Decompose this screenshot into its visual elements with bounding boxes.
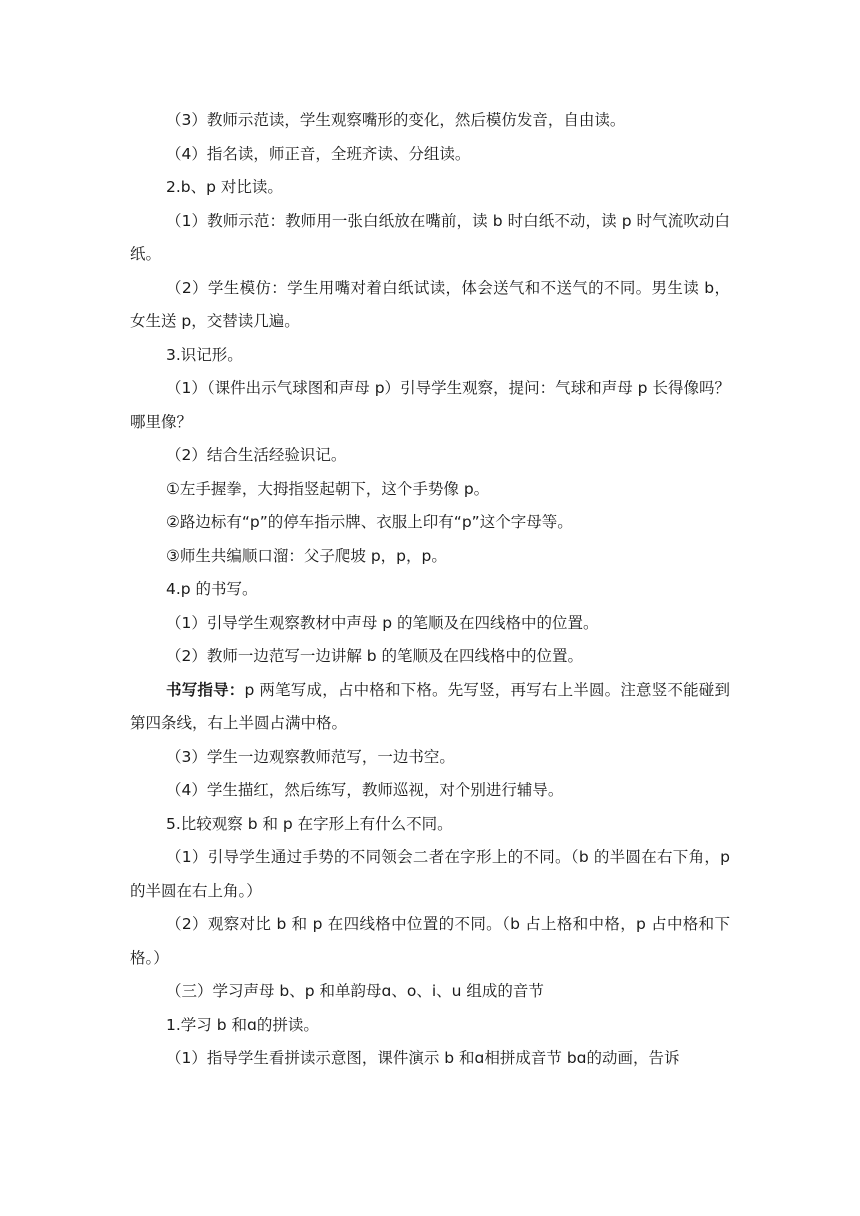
section-heading: 4.p 的书写。 [166,580,258,598]
paragraph: （4）学生描红，然后练写，教师巡视，对个别进行辅导。 [166,781,564,799]
writing-guidance-label: 书写指导： [166,680,245,699]
paragraph: （2）教师一边范写一边讲解 b 的笔顺及在四线格中的位置。 [166,647,584,665]
document-page [130,104,730,1076]
paragraph: （1）引导学生通过手势的不同领会二者在字形上的不同。（b 的半圆在右下角，p 的半圆在右上角。） [130,848,730,900]
paragraph: ②路边标有“p”的停车指示牌、衣服上印有“p”这个字母等。 [166,513,573,531]
paragraph: （1）引导学生观察教材中声母 p 的笔顺及在四线格中的位置。 [166,613,599,632]
section-heading: 5.比较观察 b 和 p 在字形上有什么不同。 [166,814,453,833]
paragraph: ①左手握拳，大拇指竖起朝下，这个手势像 p。 [166,479,490,498]
section-heading: 3.识记形。 [166,345,243,364]
paragraph: ③师生共编顺口溜：父子爬坡 p，p，p。 [166,546,447,565]
subsection-heading: （三）学习声母 b、p 和单韵母ɑ、o、i、u 组成的音节 [166,982,544,1000]
section-heading: 1.学习 b 和ɑ的拼读。 [166,1015,319,1034]
paragraph: （3）教师示范读，学生观察嘴形的变化，然后模仿发音，自由读。 [166,111,626,129]
paragraph: （4）指名读，师正音，全班齐读、分组读。 [166,144,471,163]
writing-guidance-text: p 两笔写成，占中格和下格。先写竖，再写右上半圆。注意竖不能碰到第四条线，右上半圆占满中格。 [130,680,730,732]
paragraph: （2）观察对比 b 和 p 在四线格中位置的不同。（b 占上格和中格，p 占中格和下格。） [130,915,730,967]
section-heading: 2.b、p 对比读。 [166,178,283,196]
paragraph: （2）学生模仿：学生用嘴对着白纸试读，体会送气和不送气的不同。男生读 b，女生送 p，交替读几遍。 [130,278,730,330]
paragraph: （1）（课件出示气球图和声母 p）引导学生观察，提问：气球和声母 p 长得像吗？哪里像？ [130,379,730,431]
paragraph: （1）教师示范：教师用一张白纸放在嘴前，读 b 时白纸不动，读 p 时气流吹动白纸。 [130,211,730,263]
paragraph: （3）学生一边观察教师范写，一边书空。 [166,747,455,766]
paragraph: （1）指导学生看拼读示意图，课件演示 b 和ɑ相拼成音节 bɑ的动画，告诉 [166,1049,680,1067]
paragraph: （2）结合生活经验识记。 [166,446,347,464]
writing-guidance-paragraph [130,674,730,741]
